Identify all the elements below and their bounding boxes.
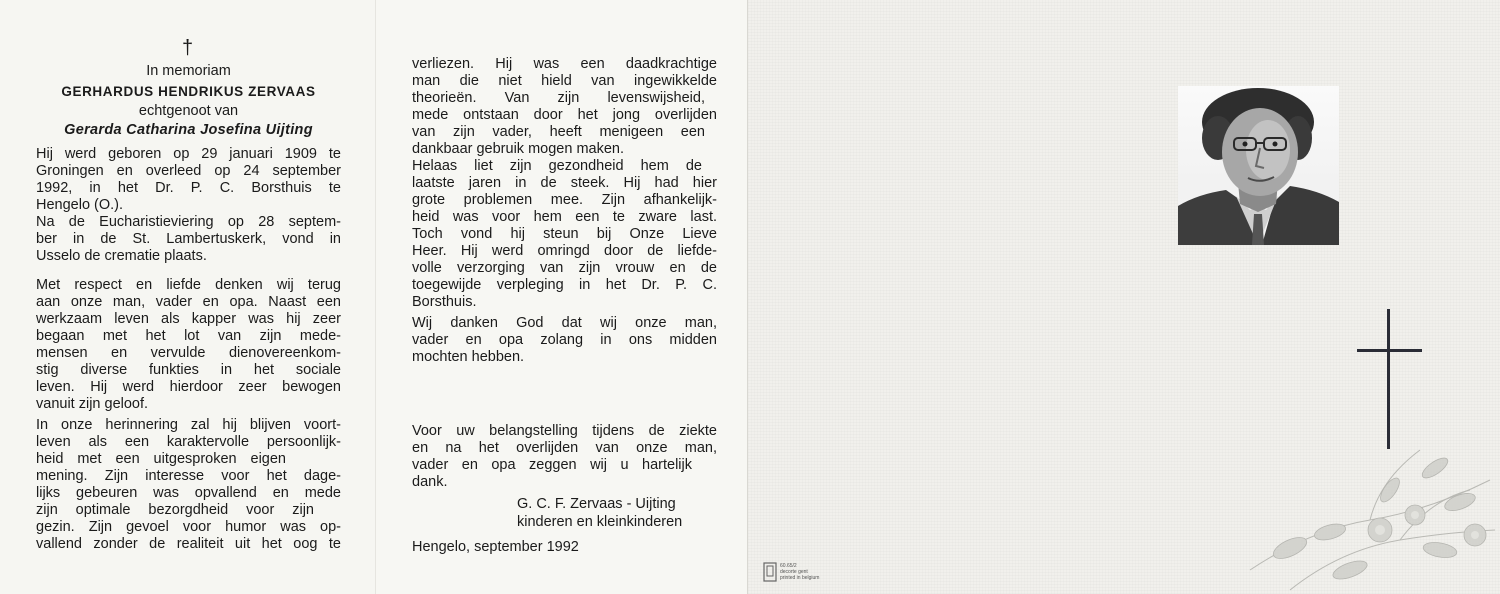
place-date: Hengelo, september 1992 xyxy=(412,539,579,555)
printer-mark xyxy=(763,560,843,584)
text-line: vader en opa zolang in ons midden xyxy=(412,332,717,348)
portrait-photo-graphic xyxy=(1178,86,1339,245)
text-line: verliezen. Hij was een daadkrachtige xyxy=(412,56,717,72)
text-line: volle verzorging van zijn vrouw en de xyxy=(412,260,717,276)
text-line: Groningen en overleed op 24 september xyxy=(36,163,341,179)
text-line: Usselo de crematie plaats. xyxy=(36,248,207,264)
text-line: mede ontstaan door het jong overlijden xyxy=(412,107,717,123)
text-line: 1992, in het Dr. P. C. Borsthuis te xyxy=(36,180,341,196)
text-line: heid met een uitgesproken eigen xyxy=(36,451,286,467)
printer-mark-name: decorte gent xyxy=(780,569,808,575)
floral-decoration xyxy=(1230,420,1500,594)
text-line: stig diverse funkties in het sociale xyxy=(36,362,341,378)
text-line: Wij danken God dat wij onze man, xyxy=(412,315,717,331)
portrait-photo xyxy=(1178,86,1339,245)
deceased-name: GERHARDUS HENDRIKUS ZERVAAS xyxy=(61,84,316,99)
small-cross-icon: † xyxy=(182,37,194,59)
text-line: leven als een karaktervolle persoonlijk- xyxy=(36,434,341,450)
text-line: In onze herinnering zal hij blijven voort- xyxy=(36,417,341,433)
text-line: vanuit zijn geloof. xyxy=(36,396,149,412)
signature-line: kinderen en kleinkinderen xyxy=(517,514,683,530)
text-line: Helaas liet zijn gezondheid hem de xyxy=(412,158,702,174)
text-line: grote problemen mee. Zijn afhankelijk- xyxy=(412,192,717,208)
text-line: leven. Hij werd hierdoor zeer bewogen xyxy=(36,379,341,395)
text-line: Hengelo (O.). xyxy=(36,197,124,213)
text-line: Met respect en liefde denken wij terug xyxy=(36,277,341,293)
thanks-line: vader en opa zeggen wij u hartelijk xyxy=(412,457,692,473)
cross-bar-icon xyxy=(1357,349,1422,352)
text-line: werkzaam leven als kapper was hij zeer xyxy=(36,311,341,327)
text-line: theorieën. Van zijn levenswijsheid, xyxy=(412,90,705,106)
text-line: lijks gebeuren was opvallend en mede xyxy=(36,485,341,501)
printer-mark-code: 60.65/2 xyxy=(780,563,797,569)
in-memoriam-heading: In memoriam xyxy=(146,63,231,79)
printer-mark-origin: printed in belgium xyxy=(780,575,820,581)
text-line: mensen en vervulde dienovereenkom- xyxy=(36,345,341,361)
text-line: ber in de St. Lambertuskerk, vond in xyxy=(36,231,341,247)
text-line: vallend zonder de realiteit uit het oog te xyxy=(36,536,341,552)
text-line: Toch vond hij steun bij Onze Lieve xyxy=(412,226,717,242)
text-line: Hij werd geboren op 29 januari 1909 te xyxy=(36,146,341,162)
text-line: mochten hebben. xyxy=(412,349,525,365)
text-line: toegewijde verpleging in het Dr. P. C. xyxy=(412,277,717,293)
text-line: gezin. Zijn gevoel voor humor was op- xyxy=(36,519,341,535)
text-line: Heer. Hij werd omringd door de liefde- xyxy=(412,243,717,259)
spouse-name: Gerarda Catharina Josefina Uijting xyxy=(64,122,313,138)
signature-line: G. C. F. Zervaas - Uijting xyxy=(517,496,676,512)
text-line: Borsthuis. xyxy=(412,294,477,310)
text-line: man die niet hield van ingewikkelde xyxy=(412,73,717,89)
text-line: van zijn vader, heeft menigeen een xyxy=(412,124,705,140)
spouse-label: echtgenoot van xyxy=(138,103,239,119)
text-line: Na de Eucharistieviering op 28 septem- xyxy=(36,214,341,230)
thanks-line: dank. xyxy=(412,474,448,490)
thanks-line: en na het overlijden van onze man, xyxy=(412,440,717,456)
text-line: heid was voor hem een te zware last. xyxy=(412,209,717,225)
text-line: dankbaar gebruik mogen maken. xyxy=(412,141,624,157)
thanks-line: Voor uw belangstelling tijdens de ziekte xyxy=(412,423,717,439)
printer-logo-icon xyxy=(763,562,777,582)
text-line: begaan met het lot van zijn mede- xyxy=(36,328,341,344)
text-line: aan onze man, vader en opa. Naast een xyxy=(36,294,341,310)
text-line: zijn optimale bezorgdheid voor zijn xyxy=(36,502,314,518)
text-line: laatste jaren in de steek. Hij had hier xyxy=(412,175,717,191)
text-line: mening. Zijn interesse voor het dage- xyxy=(36,468,341,484)
